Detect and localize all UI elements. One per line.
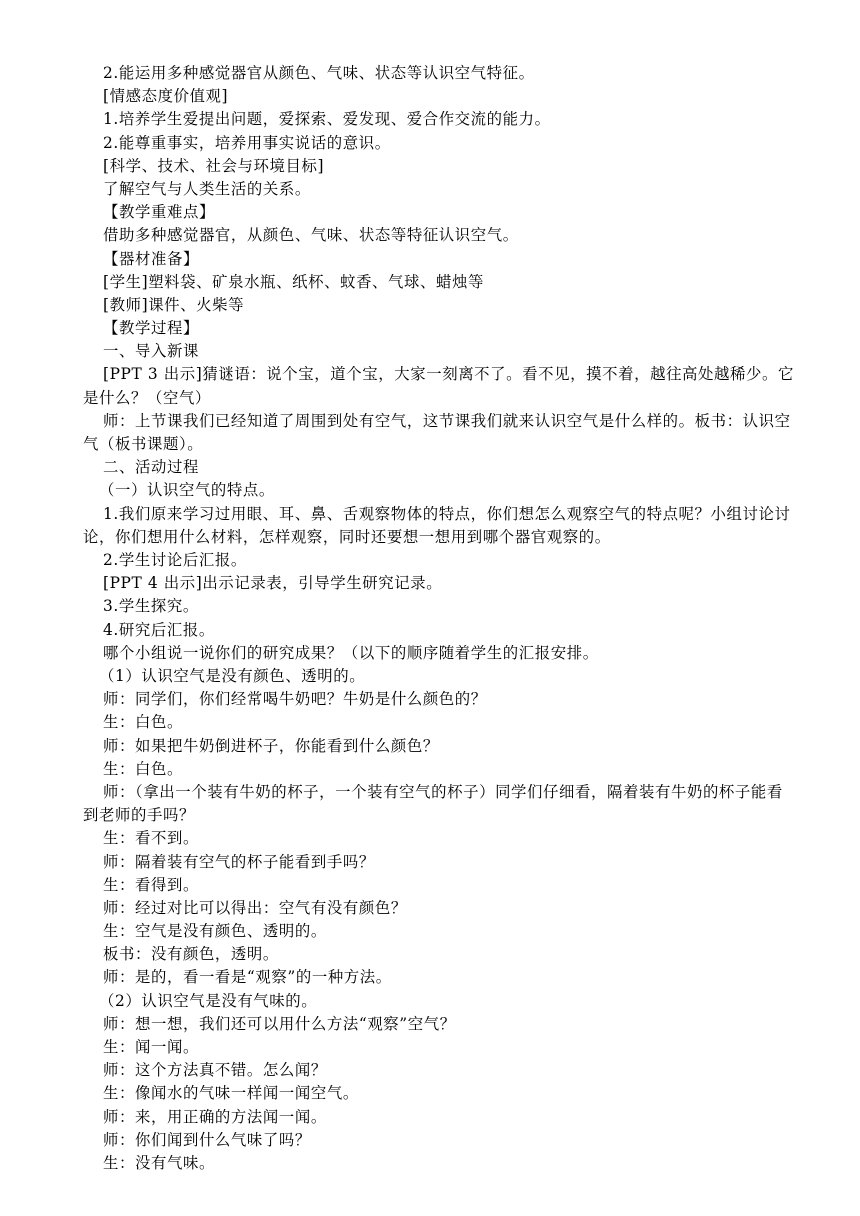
text-line: 3.学生探究。 [103, 597, 199, 616]
text-line: 哪个小组说一说你们的研究成果？（以下的顺序随着学生的汇报安排。 [103, 643, 599, 662]
text-line: 2.能尊重事实，培养用事实说话的意识。 [103, 133, 391, 152]
text-line: 师：（拿出一个装有牛奶的杯子，一个装有空气的杯子）同学们仔细看，隔着装有牛奶的杯子能看到老师的手吗？ [83, 782, 783, 825]
text-line: 1.培养学生爱提出问题，爱探索、爱发现、爱合作交流的能力。 [103, 110, 551, 129]
text-line: [PPT 4 出示]出示记录表，引导学生研究记录。 [103, 574, 443, 593]
text-line: 【教学过程】 [103, 319, 199, 338]
text-line: 师：是的，看一看是“观察”的一种方法。 [103, 968, 392, 987]
text-line: 借助多种感觉器官，从颜色、气味、状态等特征认识空气。 [103, 226, 519, 245]
text-line: 了解空气与人类生活的关系。 [103, 179, 311, 198]
text-line: [科学、技术、社会与环境目标] [103, 156, 325, 175]
text-line: 师：想一想，我们还可以用什么方法“观察”空气？ [103, 1014, 456, 1033]
text-line: （2）认识空气是没有气味的。 [99, 991, 318, 1010]
text-line: 师：上节课我们已经知道了周围到处有空气，这节课我们就来认识空气是什么样的。板书：认识空气（板书课题）。 [83, 411, 791, 454]
text-line: 【教学重难点】 [103, 203, 215, 222]
text-line: 【器材准备】 [103, 249, 199, 268]
text-line: （一）认识空气的特点。 [99, 481, 275, 500]
text-line: 师：同学们，你们经常喝牛奶吧？牛奶是什么颜色的？ [103, 690, 487, 709]
text-line: [学生]塑料袋、矿泉水瓶、纸杯、蚊香、气球、蜡烛等 [103, 272, 484, 291]
text-line: 生：看不到。 [103, 829, 199, 848]
text-line: 生：闻一闻。 [103, 1038, 199, 1056]
text-line: 2.学生讨论后汇报。 [103, 551, 247, 570]
text-line: [情感态度价值观] [103, 87, 229, 106]
text-line: 生：白色。 [103, 713, 183, 732]
text-line: 师：隔着装有空气的杯子能看到手吗？ [103, 852, 375, 871]
text-line: 师：来，用正确的方法闻一闻。 [103, 1107, 327, 1126]
text-line: 生：没有气味。 [103, 1153, 215, 1172]
document-body [83, 62, 795, 1175]
text-line: [PPT 3 出示]猜谜语：说个宝，道个宝，大家一刻离不了。看不见，摸不着，越往高处越稀少。它是什么？（空气） [83, 365, 794, 407]
text-line: [教师]课件、火柴等 [103, 295, 245, 314]
text-line: 生：空气是没有颜色、透明的。 [103, 922, 327, 941]
text-line: 4.研究后汇报。 [103, 620, 215, 639]
text-line: 生：看得到。 [103, 875, 199, 894]
text-line: 师：如果把牛奶倒进杯子，你能看到什么颜色？ [103, 736, 439, 755]
text-line: 2.能运用多种感觉器官从颜色、气味、状态等认识空气特征。 [103, 64, 535, 82]
text-line: 师：这个方法真不错。怎么闻？ [103, 1061, 327, 1080]
text-line: 生：白色。 [103, 759, 183, 778]
text-line: 板书：没有颜色，透明。 [103, 945, 279, 964]
text-line: 生：像闻水的气味一样闻一闻空气。 [103, 1084, 359, 1103]
text-line: 二、活动过程 [103, 458, 199, 477]
text-line: 一、导入新课 [103, 342, 199, 361]
text-line: 1.我们原来学习过用眼、耳、鼻、舌观察物体的特点，你们想怎么观察空气的特点呢？小组讨论讨论，你们想用什么材料，怎样观察，同时还要想一想用到哪个器官观察的。 [83, 504, 791, 546]
text-line: 师：经过对比可以得出：空气有没有颜色？ [103, 898, 407, 917]
text-line: 师：你们闻到什么气味了吗？ [103, 1130, 311, 1149]
text-line: （1）认识空气是没有颜色、透明的。 [99, 666, 366, 685]
